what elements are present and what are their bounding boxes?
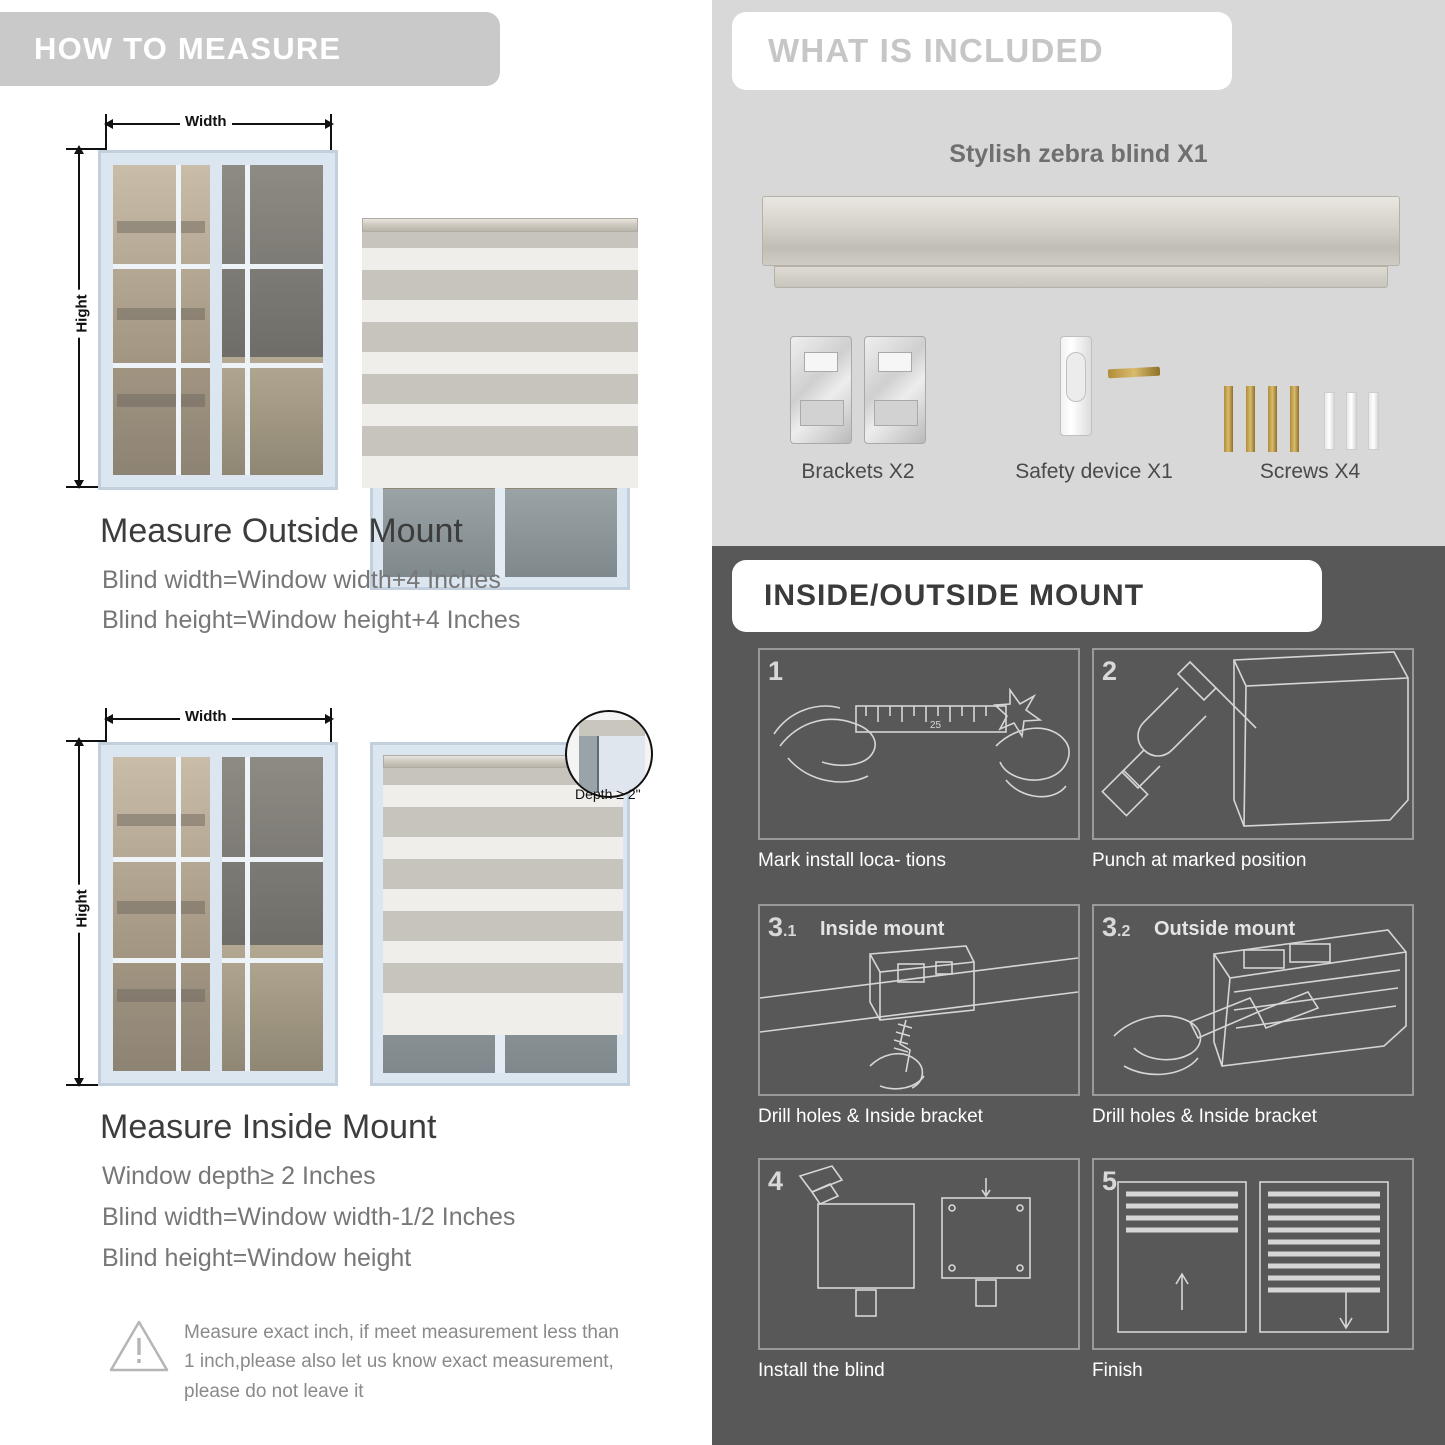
- zebra-blind-headrail-image: [762, 196, 1400, 266]
- step-3-1-number: 3.1: [768, 912, 797, 942]
- step-3-2-inline-label: Outside mount: [1154, 918, 1296, 940]
- measure-note: [108, 1318, 628, 1406]
- brackets-label: Brackets X2: [801, 460, 915, 483]
- step-3-2-caption: Drill holes & Inside bracket: [1092, 1106, 1317, 1127]
- wall-anchor-2: [1346, 392, 1357, 450]
- step-4-number: 4: [768, 1166, 784, 1196]
- screw-4: [1290, 386, 1299, 452]
- step-5-caption: Finish: [1092, 1360, 1143, 1381]
- inside-mount-diagram: [0, 700, 712, 1100]
- inside-outside-mount-banner: INSIDE/OUTSIDE MOUNT: [732, 560, 1322, 632]
- outside-height-label: Hight: [74, 289, 91, 337]
- step-4-caption: Install the blind: [758, 1360, 885, 1381]
- step-2-caption: Punch at marked position: [1092, 850, 1307, 871]
- outside-mount-title: Measure Outside Mount: [100, 512, 463, 550]
- screw-3: [1268, 386, 1277, 452]
- step-5-sketch: [1094, 1160, 1412, 1348]
- step-3-1-caption: Drill holes & Inside bracket: [758, 1106, 983, 1127]
- step-2-number: 2: [1102, 656, 1118, 686]
- depth-label: Depth ≥ 2": [575, 786, 641, 802]
- how-to-measure-column: [0, 0, 712, 1445]
- depth-callout-circle: [565, 710, 653, 798]
- outside-mount-line1: Blind width=Window width+4 Inches: [102, 566, 501, 594]
- outside-width-label: Width: [180, 113, 232, 130]
- screws-label: Screws X4: [1259, 460, 1361, 483]
- step-3-1-inline-label: Inside mount: [820, 918, 945, 940]
- outside-mount-line2: Blind height=Window height+4 Inches: [102, 606, 521, 634]
- step-1-number: 1: [768, 656, 784, 686]
- inside-mount-line2: Blind width=Window width-1/2 Inches: [102, 1203, 516, 1231]
- main-item-label: Stylish zebra blind X1: [949, 140, 1208, 168]
- screw-2: [1246, 386, 1255, 452]
- safety-device-label: Safety device X1: [1015, 460, 1173, 483]
- screw-1: [1224, 386, 1233, 452]
- inside-height-label: Hight: [74, 884, 91, 932]
- inside-mount-line1: Window depth≥ 2 Inches: [102, 1162, 376, 1190]
- how-to-measure-banner: HOW TO MEASURE: [0, 12, 500, 86]
- warning-icon: [108, 1318, 170, 1374]
- step-1-sketch: [760, 650, 1078, 838]
- window-illustration-outside: [98, 150, 338, 490]
- what-is-included-panel: [712, 0, 1445, 546]
- wall-anchor-1: [1324, 392, 1335, 450]
- step-1-caption: Mark install loca- tions: [758, 850, 946, 871]
- safety-screw: [1108, 367, 1160, 379]
- inside-outside-mount-panel: [712, 546, 1445, 1445]
- window-illustration-inside: [98, 742, 338, 1086]
- step-card-4: [758, 1158, 1080, 1350]
- inside-mount-line3: Blind height=Window height: [102, 1244, 412, 1272]
- what-is-included-banner: WHAT IS INCLUDED: [732, 12, 1232, 90]
- step-card-2: [1092, 648, 1414, 840]
- step-card-3-2: [1092, 904, 1414, 1096]
- inside-width-label: Width: [180, 708, 232, 725]
- inside-mount-title: Measure Inside Mount: [100, 1108, 437, 1146]
- step-card-5: [1092, 1158, 1414, 1350]
- svg-text:25: 25: [930, 720, 942, 731]
- zebra-blind-outside: [362, 218, 638, 488]
- measure-note-text: Measure exact inch, if meet measurement less than 1 inch,please also let us know exact measurement, please do not leave it: [184, 1322, 620, 1402]
- outside-mount-diagram: [0, 100, 712, 500]
- wall-anchor-3: [1368, 392, 1379, 450]
- step-2-sketch: [1094, 650, 1412, 838]
- step-3-2-number: 3.2: [1102, 912, 1131, 942]
- step-4-sketch: [760, 1160, 1078, 1348]
- step-card-1: [758, 648, 1080, 840]
- step-5-number: 5: [1102, 1166, 1118, 1196]
- step-card-3-1: [758, 904, 1080, 1096]
